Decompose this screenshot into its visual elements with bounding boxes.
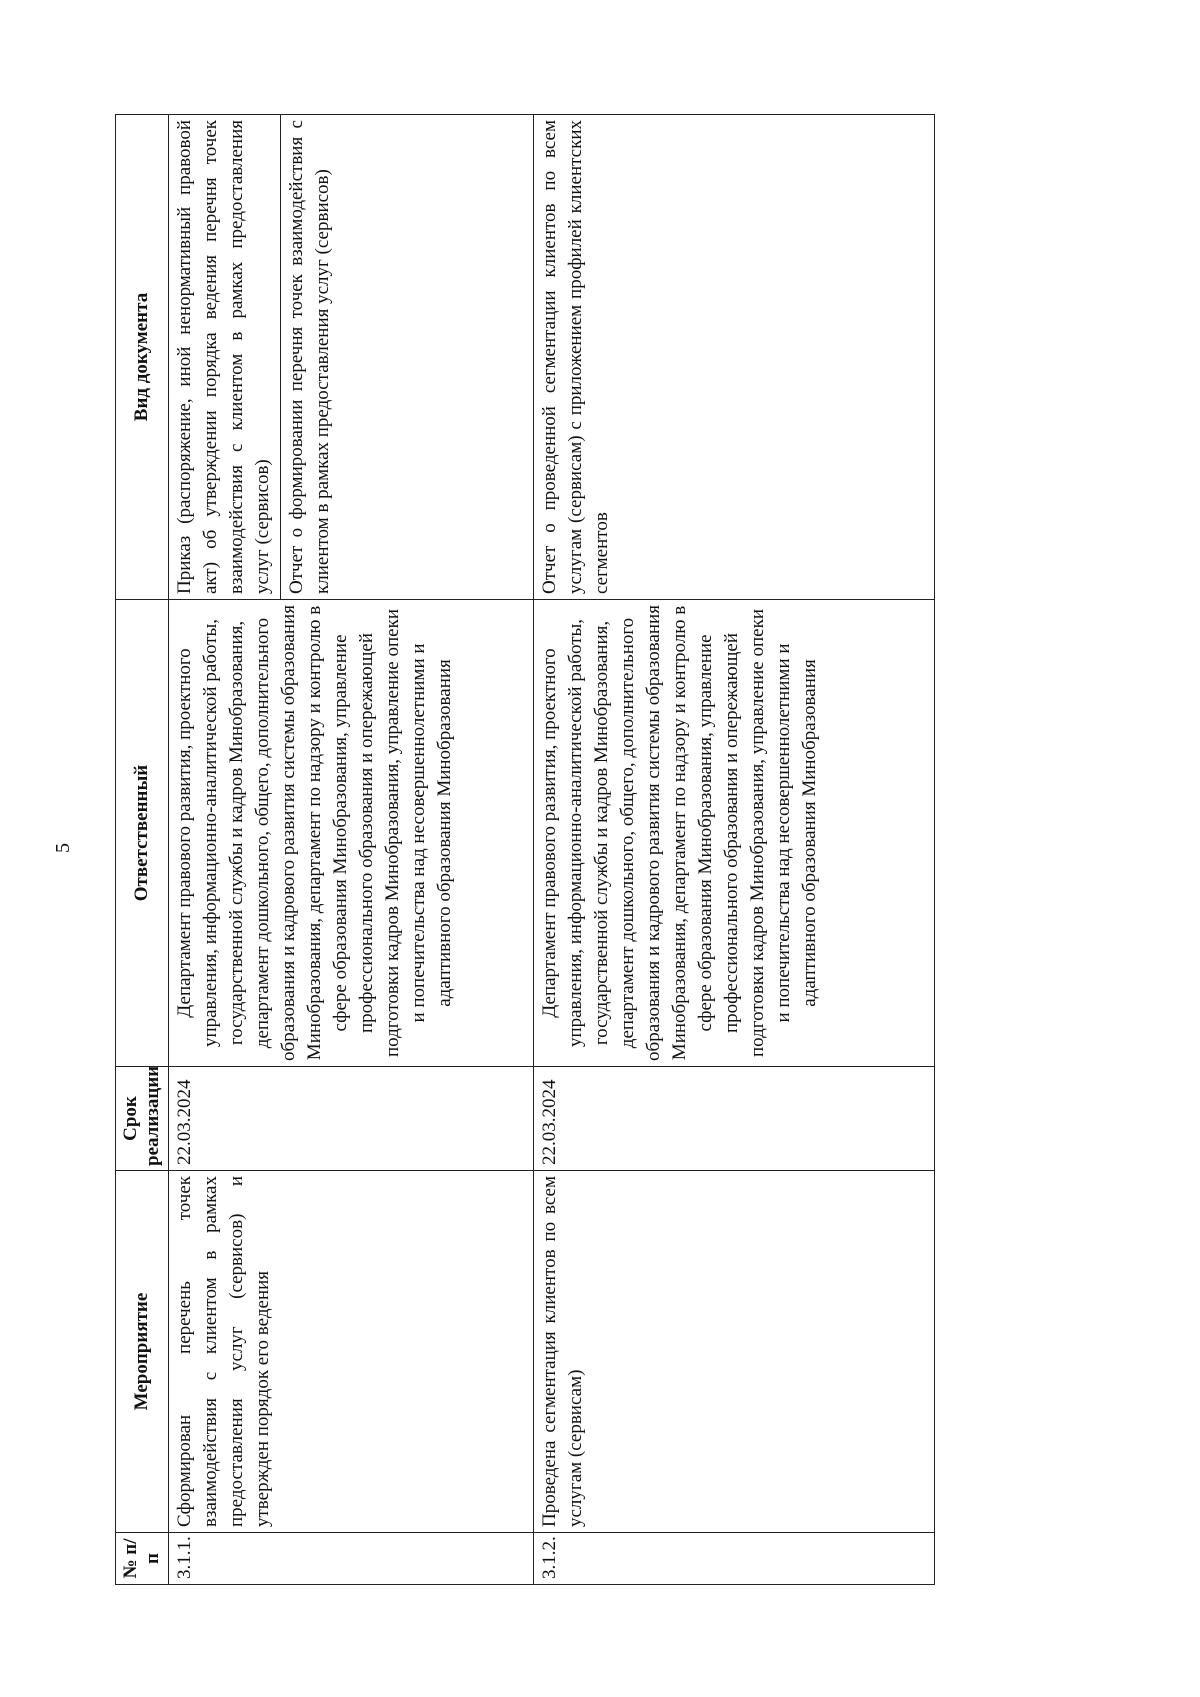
cell-number: 3.1.1.: [169, 1533, 534, 1585]
cell-responsible: Департамент правового развития, проектного управления, информационно-аналитической работы, государственной службы и кадров Минобразования, департамент дошкольного, общего, дополнительного образования и кадрового развития системы образования Минобразования, департамент по надзору и контролю в сфере образования Минобразования, управление профессионального образования и опережающей подготовки кадров Минобразования, управление опеки и попечительства над несовершеннолетними и адаптивного образования Минобразования: [534, 600, 935, 1067]
cell-document-type: [169, 115, 534, 600]
header-deadline: Срок реализации: [116, 1067, 169, 1171]
document-report: Отчет о формировании перечня точек взаимодействия с клиентом в рамках предоставления услуг (сервисов): [280, 115, 336, 599]
cell-activity: Сформирован перечень точек взаимодействия с клиентом в рамках предоставления услуг (сервисов) и утвержден порядок его ведения: [169, 1171, 534, 1533]
table-header-row: [116, 115, 169, 1585]
document-order: Приказ (распоряжение, иной ненормативный правовой акт) об утверждении порядка ведения перечня точек взаимодействия с клиентом в рамках предоставления услуг (сервисов): [174, 120, 273, 594]
cell-activity: Проведена сегментация клиентов по всем услугам (сервисам): [534, 1171, 935, 1533]
cell-responsible: Департамент правового развития, проектного управления, информационно-аналитической работы, государственной службы и кадров Минобразования, департамент дошкольного, общего, дополнительного образования и кадрового развития системы образования Минобразования, департамент по надзору и контролю в сфере образования Минобразования, управление профессионального образования и опережающей подготовки кадров Минобразования, управление опеки и попечительства над несовершеннолетними и адаптивного образования Минобразования: [169, 600, 534, 1067]
table-row: [534, 115, 935, 1585]
cell-number: 3.1.2.: [534, 1533, 935, 1585]
cell-deadline: 22.03.2024: [534, 1067, 935, 1171]
cell-document-type: [534, 115, 935, 600]
header-document-type: Вид документа: [116, 115, 169, 600]
header-number: № п/п: [116, 1533, 169, 1585]
header-responsible: Ответственный: [116, 600, 169, 1067]
activities-table: [115, 114, 935, 1585]
document-report: Отчет о проведенной сегментации клиентов по всем услугам (сервисам) с приложением профилей клиентских сегментов: [539, 120, 612, 594]
cell-deadline: 22.03.2024: [169, 1067, 534, 1171]
document-table-rotated: [115, 115, 935, 1585]
header-activity: Мероприятие: [116, 1171, 169, 1533]
page-number: 5: [52, 843, 74, 853]
table-row: [169, 115, 534, 1585]
